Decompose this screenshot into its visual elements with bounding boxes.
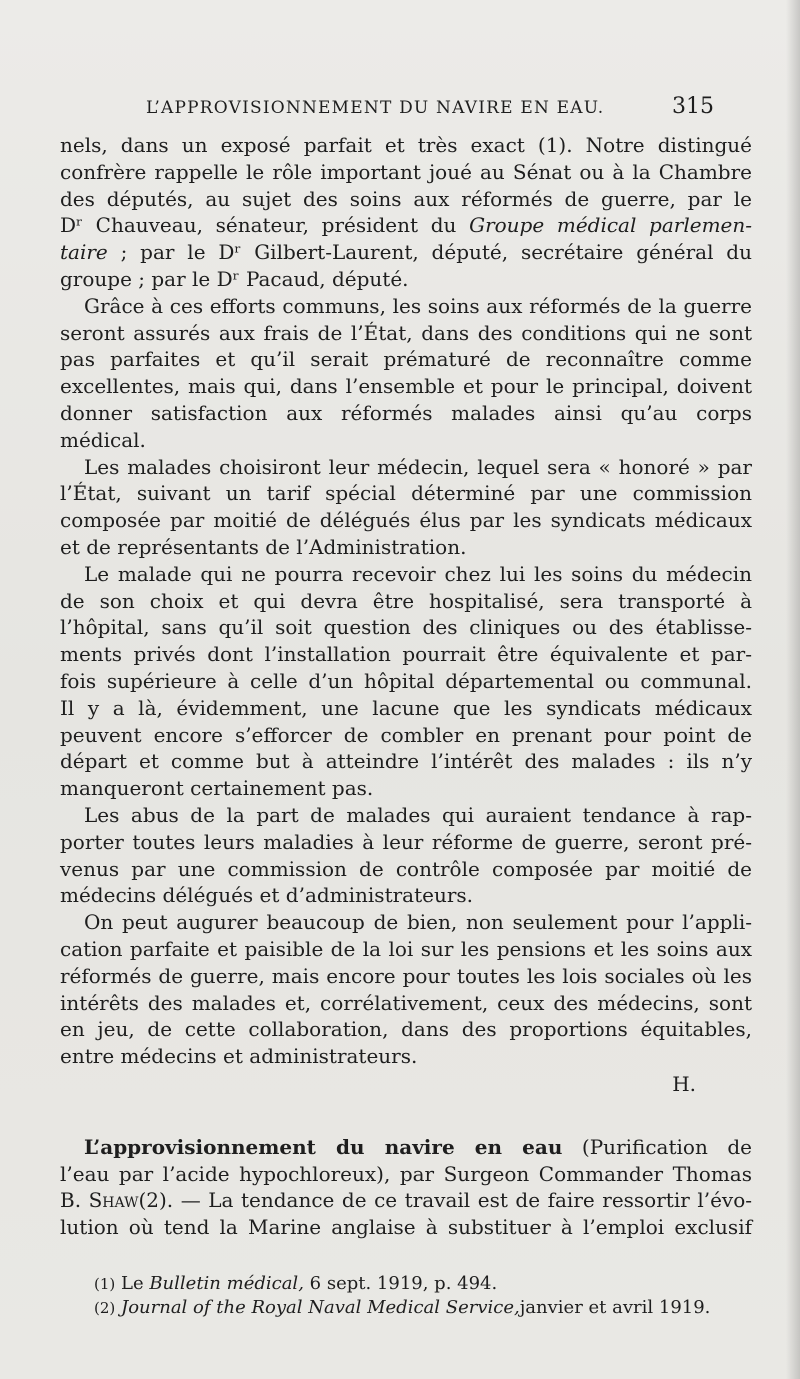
article-line-text: (Purification de bbox=[581, 1134, 752, 1159]
text-line: Dʳ Chauveau, sénateur, président du Groupe médical parlemen- bbox=[60, 213, 753, 238]
footnote-text: Le bbox=[120, 1273, 144, 1294]
text-line: en jeu, de cette collaboration, dans des proportions équitables, bbox=[60, 1017, 752, 1042]
page-edge-shadow bbox=[786, 0, 800, 1379]
text-line: ments privés dont l’installation pourrait être équivalente et par- bbox=[60, 642, 752, 667]
text-line: donner satisfaction aux réformés malades ainsi qu’au corps bbox=[60, 400, 752, 425]
text-line: composée par moitié de délégués élus par les syndicats médicaux bbox=[60, 508, 752, 533]
footnote-ref: (2). bbox=[138, 1188, 174, 1213]
article-line: lution où tend la Marine anglaise à substituer à l’emploi exclusif bbox=[60, 1215, 752, 1240]
footnote-number: (1) bbox=[94, 1275, 116, 1293]
text-line: Le malade qui ne pourra recevoir chez lui les soins du médecin bbox=[84, 561, 752, 586]
footnote-number: (2) bbox=[94, 1299, 116, 1317]
text-line: Grâce à ces efforts communs, les soins aux réformés de la guerre bbox=[84, 293, 752, 318]
signature: H. bbox=[672, 1071, 696, 1096]
author-initial: B. bbox=[60, 1188, 82, 1213]
text-line: Les abus de la part de malades qui auraient tendance à rap- bbox=[84, 802, 752, 827]
paragraph bbox=[60, 132, 752, 293]
text-line: de son choix et qui devra être hospitalisé, sera transporté à bbox=[60, 588, 752, 613]
article-line bbox=[60, 1134, 752, 1161]
text-line: fois supérieure à celle d’un hôpital départemental ou communal. bbox=[60, 668, 752, 693]
text-line: porter toutes leurs maladies à leur réforme de guerre, seront pré- bbox=[60, 829, 752, 854]
article-title: L’approvisionnement du navire en eau bbox=[84, 1134, 563, 1159]
text-line: venus par une commission de contrôle composée par moitié de bbox=[60, 856, 752, 881]
text-line: peuvent encore s’efforcer de combler en prenant pour point de bbox=[60, 722, 752, 747]
text-line: départ et comme but à atteindre l’intérêt des malades : ils n’y bbox=[60, 749, 752, 774]
text-line: réformés de guerre, mais encore pour toutes les lois sociales où les bbox=[60, 963, 752, 988]
text-line: médecins délégués et d’administrateurs. bbox=[60, 883, 474, 908]
footnotes bbox=[94, 1272, 754, 1320]
text-line: des députés, au sujet des soins aux réformés de guerre, par le bbox=[60, 186, 752, 211]
text-line: seront assurés aux frais de l’État, dans des conditions qui ne sont bbox=[60, 320, 752, 345]
paragraphs bbox=[60, 132, 752, 1070]
running-head-title: L’APPROVISIONNEMENT DU NAVIRE EN EAU. bbox=[146, 98, 605, 118]
text-line: entre médecins et administrateurs. bbox=[60, 1044, 418, 1069]
text-line: confrère rappelle le rôle important joué au Sénat ou à la Chambre bbox=[60, 159, 752, 184]
footnote-text: janvier et avril 1919. bbox=[519, 1297, 711, 1318]
body-text bbox=[60, 132, 752, 1241]
text-line: et de représentants de l’Administration. bbox=[60, 534, 467, 559]
text-line: groupe ; par le Dʳ Pacaud, député. bbox=[60, 266, 409, 291]
text-line: Les malades choisiront leur médecin, lequel sera « honoré » par bbox=[84, 454, 752, 479]
article-line: l’eau par l’acide hypochloreux), par Surgeon Commander Thomas bbox=[60, 1161, 752, 1186]
text-line: taire ; par le Dʳ Gilbert-Laurent, député, secrétaire général du bbox=[60, 240, 752, 265]
footnote-journal: Journal of the Royal Naval Medical Service, bbox=[120, 1297, 520, 1318]
text-line: excellentes, mais qui, dans l’ensemble et pour le principal, doivent bbox=[60, 374, 752, 399]
text-line: Il y a là, évidemment, une lacune que les syndicats médicaux bbox=[60, 695, 752, 720]
text-line: l’État, suivant un tarif spécial déterminé par une commission bbox=[60, 481, 752, 506]
paragraph bbox=[60, 909, 752, 1070]
text-line: médical. bbox=[60, 427, 146, 452]
article-line bbox=[60, 1187, 752, 1214]
text-line: intérêts des malades et, corrélativement, ceux des médecins, sont bbox=[60, 990, 752, 1015]
text-line: manqueront certainement pas. bbox=[60, 776, 374, 801]
footnote-text: 6 sept. 1919, p. 494. bbox=[309, 1273, 498, 1294]
article-line-text: — La tendance de ce travail est de faire ressortir l’évo- bbox=[180, 1188, 753, 1213]
page-number: 315 bbox=[672, 94, 714, 119]
author-name: Shaw bbox=[88, 1188, 139, 1213]
footnote-journal: Bulletin médical, bbox=[149, 1273, 304, 1294]
paragraph bbox=[60, 802, 752, 909]
text-line: On peut augurer beaucoup de bien, non seulement pour l’appli- bbox=[84, 910, 752, 935]
text-line: cation parfaite et paisible de la loi sur les pensions et les soins aux bbox=[60, 936, 752, 961]
article-abstract bbox=[60, 1134, 752, 1241]
text-line: pas parfaites et qu’il serait prématuré de reconnaître comme bbox=[60, 347, 752, 372]
text-line: l’hôpital, sans qu’il soit question des cliniques ou des établisse- bbox=[60, 615, 752, 640]
paragraph bbox=[60, 561, 752, 802]
footnote-2 bbox=[94, 1296, 754, 1320]
footnote-1 bbox=[94, 1272, 754, 1296]
paragraph bbox=[60, 454, 752, 561]
text-line: nels, dans un exposé parfait et très exact (1). Notre distingué bbox=[60, 133, 752, 157]
paragraph bbox=[60, 293, 752, 454]
